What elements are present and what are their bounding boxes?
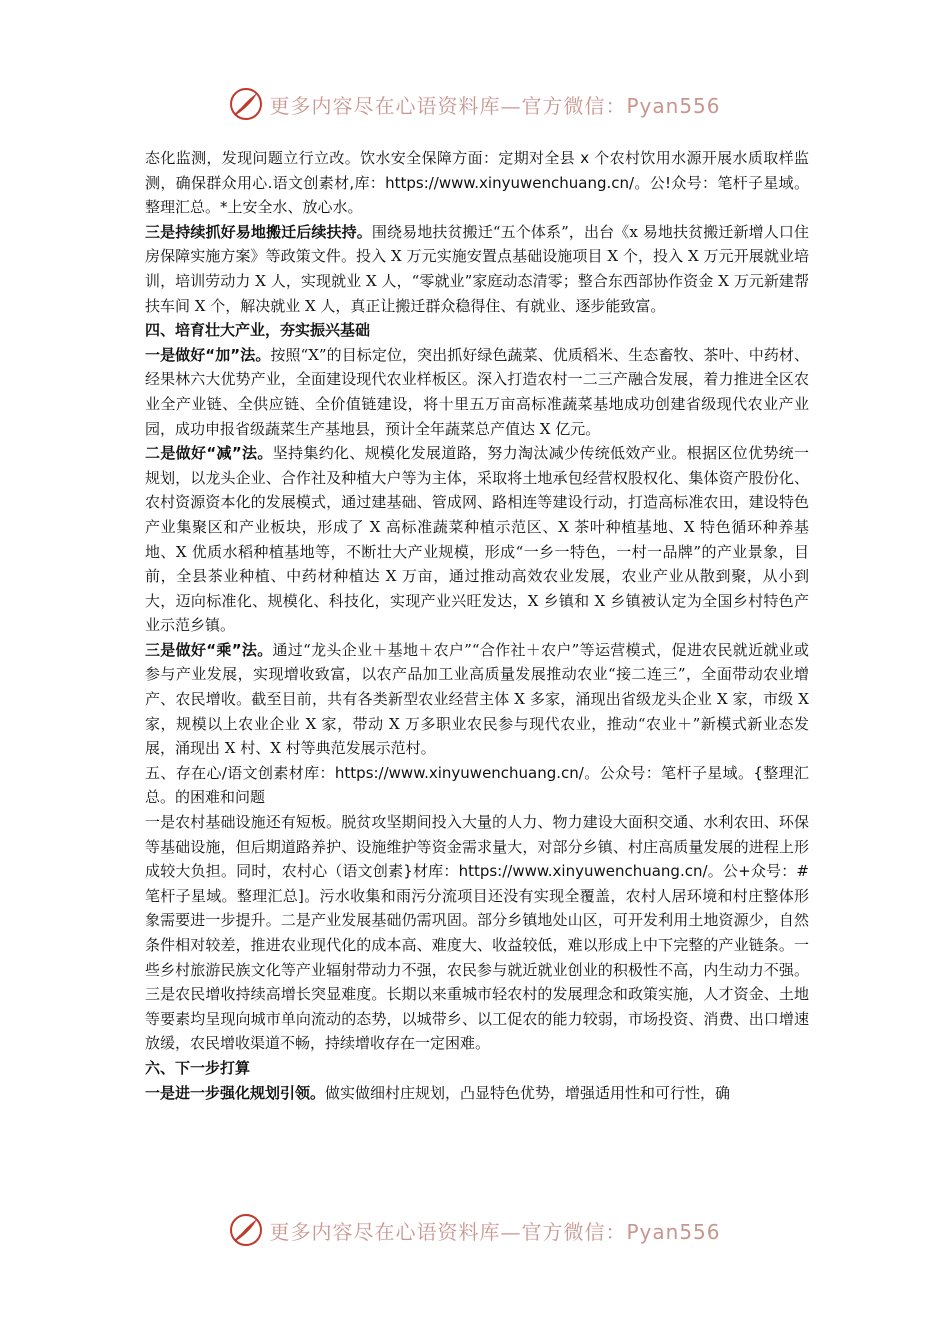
document-body <box>145 146 809 1105</box>
paragraph-text: 通过“龙头企业＋基地＋农户”“合作社＋农户”等运营模式，促进农民就近就业或参与产业发展，实现增收致富，以农产品加工业高质量发展推动农业“接二连三”，全面带动农业增产、农民增收。截至目前，共有各类新型农业经营主体 X 多家，涌现出省级龙头企业 X 家，市级 X 家，规模以上农业企业 X 家，带动 X 万多职业农民参与现代农业，推动“农业＋”新模式新业态发展，涌现出 X 村、X 村等典范发展示范村。 <box>145 640 809 758</box>
paragraph-relocation <box>145 220 809 318</box>
paragraph-text: 围绕易地扶贫搬迁“五个体系”，出台《x 易地扶贫搬迁新增人口住房保障实施方案》等政策文件。投入 X 万元实施安置点基础设施项目 X 个，投入 X 万元开展就业培训，培训劳动力 X 人，实现就业 X 人，“零就业”家庭动态清零；整合东西部协作资金 X 万元新建帮扶车间 X 个，解决就业 X 人，真正让搬迁群众稳得住、有就业、逐步能致富。 <box>145 222 809 315</box>
wechat-id: Pyan556 <box>626 1219 721 1244</box>
paragraph-lead: 二是做好“减”法。 <box>145 444 273 463</box>
paragraph-lead: 三是做好“乘”法。 <box>145 640 273 659</box>
paragraph-problems: 一是农村基础设施还有短板。脱贫攻坚期间投入大量的人力、物力建设大面积交通、水利农田、环保等基础设施，但后期道路养护、设施维护等资金需求量大，对部分乡镇、村庄高质量发展的进程上形成较大负担。同时，农村心（语文创素}材库：https://www.xinyuwenchuang.cn/。公+众号：#笔杆子星域。整理汇总]。污水收集和雨污分流项目还没有实现全覆盖，农村人居环境和村庄整体形象需要进一步提升。二是产业发展基础仍需巩固。部分乡镇地处山区，可开发利用土地资源少，自然条件相对较差，推进农业现代化的成本高、难度大、收益较低，难以形成上中下完整的产业链条。一些乡村旅游民族文化等产业辐射带动力不强，农民参与就近就业创业的积极性不高，内生动力不强。三是农民增收持续高增长突显难度。长期以来重城市轻农村的发展理念和政策实施，人才资金、土地等要素均呈现向城市单向流动的态势，以城带乡、以工促农的能力较弱，市场投资、消费、出口增速放缓，农民增收渠道不畅，持续增收存在一定困难。 <box>145 813 809 1053</box>
paragraph-addition <box>145 343 809 441</box>
paragraph-text: 坚持集约化、规模化发展道路，努力淘汰减少传统低效产业。根据区位优势统一规划，以龙头企业、合作社及种植大户等为主体，采取将土地承包经营权股权化、集体资产股份化、农村资源资本化的发展模式，通过建基础、管成网、路相连等建设行动，打造高标准农田，建设特色产业集聚区和产业板块，形成了 X 高标准蔬菜种植示范区、X 茶叶种植基地、X 特色循环种养基地、X 优质水稻种植基地等，不断壮大产业规模，形成“一乡一特色，一村一品牌”的产业景象，目前，全县茶业种植、中药材种植达 X 万亩，通过推动高效农业发展，农业产业从散到聚，从小到大，迈向标准化、规模化、科技化，实现产业兴旺发达，X 乡镇和 X 乡镇被认定为全国乡村特色产业示范乡镇。 <box>145 444 810 635</box>
header-banner <box>0 84 950 124</box>
section-heading-4: 四、培育壮大产业，夯实振兴基础 <box>145 321 371 340</box>
wechat-id: Pyan556 <box>626 93 721 118</box>
banner-text: 更多内容尽在心语资料库—官方微信： <box>269 93 627 118</box>
paragraph-planning <box>145 1081 809 1106</box>
paragraph-text: 做实做细村庄规划，凸显特色优势，增强适用性和可行性，确 <box>325 1083 731 1102</box>
footer-banner <box>0 1210 950 1250</box>
section-heading-5: 五、存在心/语文创素材库：https://www.xinyuwenchuang.cn/。公众号：笔杆子星域。{整理汇总。的困难和问题 <box>145 763 809 807</box>
paragraph-water-safety <box>145 146 809 220</box>
paragraph-text: 按照“X”的目标定位，突出抓好绿色蔬菜、优质稻米、生态畜牧、茶叶、中药材、经果林六大优势产业，全面建设现代农业样板区。深入打造农村一二三产融合发展，着力推进全区农业全产业链、全供应链、全价值链建设，将十里五万亩高标准蔬菜基地成功创建省级现代农业产业园，成功申报省级蔬菜生产基地县，预计全年蔬菜总产值达 X 亿元。 <box>145 345 809 438</box>
banner-text: 更多内容尽在心语资料库—官方微信： <box>269 1219 627 1244</box>
section-heading-6: 六、下一步打算 <box>145 1058 251 1077</box>
paragraph-lead: 一是进一步强化规划引领。 <box>145 1083 326 1102</box>
quill-logo-icon <box>229 1213 263 1247</box>
paragraph-lead: 三是持续抓好易地搬迁后续扶持。 <box>145 222 372 241</box>
quill-logo-icon <box>229 87 263 121</box>
paragraph-subtraction <box>145 441 809 638</box>
paragraph-lead: 一是做好“加”法。 <box>145 345 271 364</box>
paragraph-multiplication <box>145 638 809 761</box>
paragraph-text: 态化监测，发现问题立行立改。饮水安全保障方面：定期对全县 x 个农村饮用水源开展水质取样监测，确保群众用心.语文创素材,库：https://www.xinyuwenchuang.cn/。公!众号：笔杆子星域。整理汇总。*上安全水、放心水。 <box>145 149 809 217</box>
